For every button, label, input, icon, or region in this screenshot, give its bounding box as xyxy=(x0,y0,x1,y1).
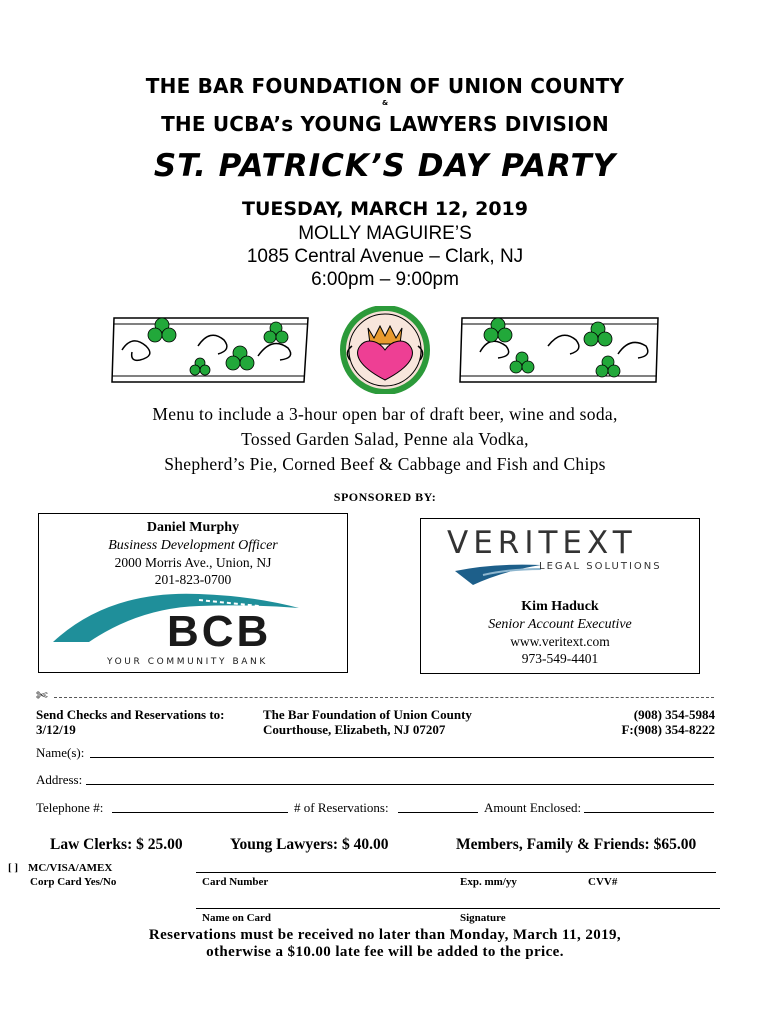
sponsored-heading: SPONSORED BY: xyxy=(333,490,437,504)
payee-name: The Bar Foundation of Union County xyxy=(263,707,472,722)
payee-address: Courthouse, Elizabeth, NJ 07207 xyxy=(263,722,446,737)
telephone-field[interactable] xyxy=(112,812,288,813)
address-label: Address: xyxy=(36,772,83,787)
veritext-swoosh-icon xyxy=(453,563,543,587)
sponsor-phone: 201-823-0700 xyxy=(154,572,232,587)
deadline-line-1: Reservations must be received no later than Monday, March 11, 2019, xyxy=(148,927,622,943)
signature-label: Signature xyxy=(460,912,506,924)
name-on-card-label: Name on Card xyxy=(202,912,272,924)
org-title: THE BAR FOUNDATION OF UNION COUNTY xyxy=(145,74,625,98)
sponsor-veritext-box xyxy=(420,518,700,674)
menu-line-3: Shepherd’s Pie, Corned Beef & Cabbage and Fish and Chips xyxy=(164,454,606,474)
sponsor-name: Daniel Murphy xyxy=(146,520,240,535)
exp-label: Exp. mm/yy xyxy=(460,876,517,888)
card-number-field[interactable] xyxy=(196,872,716,873)
sponsor-title: Senior Account Executive xyxy=(488,617,632,632)
corp-card: Corp Card Yes/No xyxy=(30,876,117,888)
bcb-logo xyxy=(49,582,339,668)
menu-line-1: Menu to include a 3-hour open bar of draft beer, wine and soda, xyxy=(152,404,618,424)
price-members: Members, Family & Friends: $65.00 xyxy=(456,836,697,853)
payment-checkbox[interactable]: [ ] xyxy=(8,862,19,874)
telephone-label: Telephone #: xyxy=(36,800,104,815)
names-label: Name(s): xyxy=(36,745,85,760)
sponsor-phone: 973-549-4401 xyxy=(521,651,599,666)
sponsor-website: www.veritext.com xyxy=(510,634,610,649)
send-label: Send Checks and Reservations to: xyxy=(36,707,225,722)
bcb-logo-tagline: YOUR COMMUNITY BANK xyxy=(107,657,268,667)
event-time: 6:00pm – 9:00pm xyxy=(311,269,459,290)
send-date: 3/12/19 xyxy=(36,722,76,737)
division-title: THE UCBA’s YOUNG LAWYERS DIVISION xyxy=(161,112,609,136)
reservations-label: # of Reservations: xyxy=(294,800,389,815)
sponsor-title: Business Development Officer xyxy=(108,538,278,553)
veritext-logo-tagline: LEGAL SOLUTIONS xyxy=(539,561,662,572)
price-law-clerks: Law Clerks: $ 25.00 xyxy=(50,836,183,853)
claddagh-shamrock-banner xyxy=(108,306,662,394)
sponsor-name: Kim Haduck xyxy=(521,599,599,614)
cvv-label: CVV# xyxy=(588,876,618,888)
event-venue: MOLLY MAGUIRE’S xyxy=(298,223,472,244)
names-field[interactable] xyxy=(90,757,714,758)
event-date: TUESDAY, MARCH 12, 2019 xyxy=(241,198,528,220)
ampersand: & xyxy=(381,99,389,107)
card-types: MC/VISA/AMEX xyxy=(28,862,113,874)
cut-line xyxy=(54,697,714,698)
claddagh-medallion xyxy=(343,308,427,392)
sponsor-address: 2000 Morris Ave., Union, NJ xyxy=(114,555,272,570)
reservations-field[interactable] xyxy=(398,812,478,813)
sponsor-bcb-box xyxy=(38,513,348,673)
menu-line-2: Tossed Garden Salad, Penne ala Vodka, xyxy=(241,429,529,449)
address-field[interactable] xyxy=(86,784,714,785)
payee-phone: (908) 354-5984 xyxy=(633,707,715,722)
amount-label: Amount Enclosed: xyxy=(484,800,582,815)
payee-fax: F:(908) 354-8222 xyxy=(621,722,715,737)
scissors-icon: ✄ xyxy=(36,688,48,704)
event-title: ST. PATRICK’S DAY PARTY xyxy=(153,148,617,184)
deadline-line-2: otherwise a $10.00 late fee will be added to the price. xyxy=(206,944,564,960)
veritext-logo-text: VERITEXT xyxy=(447,525,637,561)
amount-field[interactable] xyxy=(584,812,714,813)
event-address: 1085 Central Avenue – Clark, NJ xyxy=(246,246,524,267)
name-signature-field[interactable] xyxy=(196,908,720,909)
card-number-label: Card Number xyxy=(202,876,269,888)
right-vine-panel xyxy=(460,318,658,382)
price-young-lawyers: Young Lawyers: $ 40.00 xyxy=(230,836,389,853)
bcb-logo-text: BCB xyxy=(167,607,272,656)
